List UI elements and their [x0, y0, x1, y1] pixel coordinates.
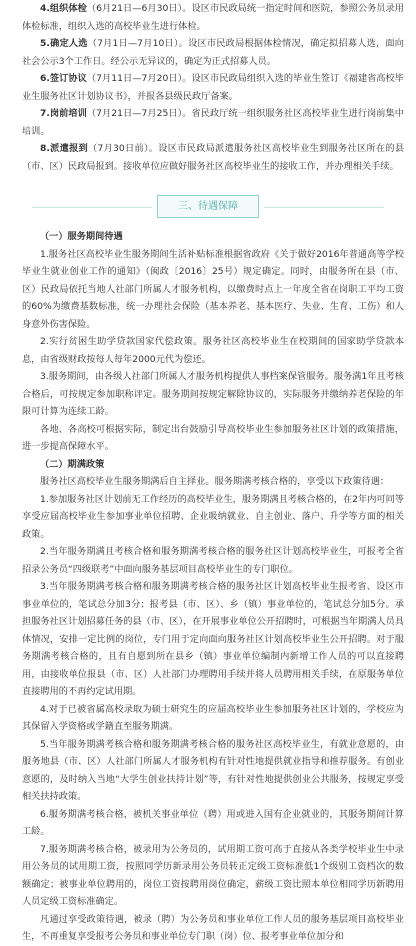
- section-banner: [0, 194, 416, 218]
- section1-heading: （一）服务期间待遇: [40, 231, 123, 242]
- section2-paragraph-3: 3.当年服务期满考核合格和服务期满考核合格的服务社区计划高校毕业生报考省、设区市事业单位的，笔试总分加3分；报考县（市、区）、乡（镇）事业单位的，笔试总分加5分。承担服务社区计划招募任务的县（市、区），在开展事业单位公开招聘时，可根据当年期满人员具体情况，安排一定比例的岗位，专门用于定向面向服务社区计划高校毕业生公开招聘。对于服务期满考核合格的，且有自愿到所在县乡（镇）事业单位编制内新增工作人员的可以直接聘用，由接收单位报县（市、区）人社部门办理聘用手续并将人员聘用相关手续，在原服务单位直接聘用的不再约定试用期。: [22, 581, 404, 697]
- section-banner-title: 三、待遇保障: [157, 195, 259, 218]
- section2-paragraph-5: 5.当年服务期满考核合格和服务期满考核合格的服务社区高校毕业生，有就业意愿的，由服务地县（市、区）人社部门所属人才服务机构有针对性地提供就业指导和推荐服务。有创业意愿的，及时纳入当地“大学生创业扶持计划”等，有针对性地提供创业公共服务，按规定享受相关扶持政策。: [22, 738, 404, 802]
- recruitment-steps: [22, 0, 404, 175]
- section1-paragraph-2: 2.实行贫困生助学贷款国家代偿政策。服务社区高校毕业生在校期间的国家助学贷款本息，由省级财政按每人每年2000元代为偿还。: [22, 336, 404, 365]
- step-8: [22, 140, 404, 175]
- step-7-text: （7月21日—7月25日）。省民政厅统一组织服务社区高校毕业生进行岗前集中培训。: [22, 108, 404, 137]
- step-4-label: 4.组织体检: [40, 3, 87, 14]
- step-6: [22, 70, 404, 105]
- section2-intro: 服务社区高校毕业生服务期满后自主择业。服务期满考核合格的，享受以下政策待遇：: [40, 476, 390, 487]
- step-5-label: 5.确定人选: [40, 38, 88, 49]
- section1-paragraph-3: 3.服务期间，由各级人社部门所属人才服务机构提供人事档案保管服务。服务满1年且考核合格后，可按规定参加职称评定。服务期间按规定解除协议的，实际服务并缴纳养老保险的年限可计算为连续工龄。: [22, 371, 404, 417]
- section2-heading: （二）期满政策: [40, 458, 105, 470]
- section-service-benefits: [22, 228, 404, 946]
- step-5-text: （7月1日—7月10日）。设区市民政局根据体检情况，确定拟招募人选，面向社会公示3个工作日。经公示无异议的，确定为正式招募人员。: [22, 38, 404, 67]
- step-6-label: 6.签订协议: [40, 73, 87, 84]
- section2-paragraph-4: 4.对于已被省属高校录取为硕士研究生的应届高校毕业生参加服务社区计划的，学校应为其保留入学资格或学籍直至服务期满。: [22, 703, 404, 732]
- step-7: [22, 105, 404, 140]
- step-5: [22, 35, 404, 70]
- section2-paragraph-1: 1.参加服务社区计划前无工作经历的高校毕业生，服务期满且考核合格的，在2年内可同等享受应届高校毕业生参加事业单位招聘、企业吸纳就业、自主创业、落户、升学等方面的相关政策。: [22, 493, 404, 540]
- step-8-label: 8.派遣报到: [40, 143, 89, 154]
- section2-paragraph-6: 6.服务期满考核合格，被机关事业单位（聘）用或进入国有企业就业的，其服务期间计算工龄。: [22, 808, 404, 837]
- section1-paragraph-4: 各地、各高校可根据实际，制定出台鼓励引导高校毕业生参加服务社区计划的政策措施，进一步提高保障水平。: [22, 423, 404, 452]
- step-6-text: （7月11日—7月20日）。设区市民政局组织入选的毕业生签订《福建省高校毕业生服务社区计划协议书》，并报各县级民政厅备案。: [22, 73, 404, 102]
- step-4-text: （6月21日—6月30日）。设区市民政局统一指定时间和医院，参照公务员录用体检标准，组织入选的高校毕业生进行体检。: [22, 3, 404, 32]
- section2-paragraph-8: 凡通过享受政策待遇，被录（聘）为公务员和事业单位工作人员的服务基层项目高校毕业生，不再重复享受报考公务员和事业单位专门职（岗）位、报考事业单位加分和: [22, 913, 404, 942]
- step-4: [22, 0, 404, 35]
- step-7-label: 7.岗前培训: [40, 108, 87, 119]
- section2-paragraph-7: 7.服务期满考核合格，被录用为公务员的，试用期工资可高于直接从各类学校毕业生中录用公务员的试用期工资，按照同学历新录用公务员转正定级工资标准低1个级别工资档次的数额确定；被事业单位聘用的，岗位工资按聘用岗位确定，薪级工资比照本单位相同学历新聘用人员定级工资标准确定。: [22, 843, 404, 907]
- step-8-text: （7月30日前）。设区市民政局派遣服务社区高校毕业生到服务社区所在的县（市、区）民政局报到。接收单位应做好服务社区高校毕业生的接收工作，并办理相关手续。: [22, 143, 405, 172]
- section2-paragraph-2: 2.当年服务期满且考核合格和服务期满考核合格的服务社区计划高校毕业生，可报考全省招录公务员“四级联考”中面向服务基层项目高校毕业生的专门职位。: [22, 546, 404, 575]
- section1-paragraph-1: 1.服务社区高校毕业生服务期间生活补贴标准根据省政府《关于做好2016年普通高等学校毕业生就业创业工作的通知》（闽政〔2016〕25号）规定确定。同时，由服务所在县（市、区）民政局依托当地人社部门所属人才服务机构，以缴费时点上一年度全省在岗职工平均工资的60%为缴费基数标准，统一办理社会保险（基本养老、基本医疗、失业、生育、工伤）和人身意外伤害保险。: [22, 248, 404, 330]
